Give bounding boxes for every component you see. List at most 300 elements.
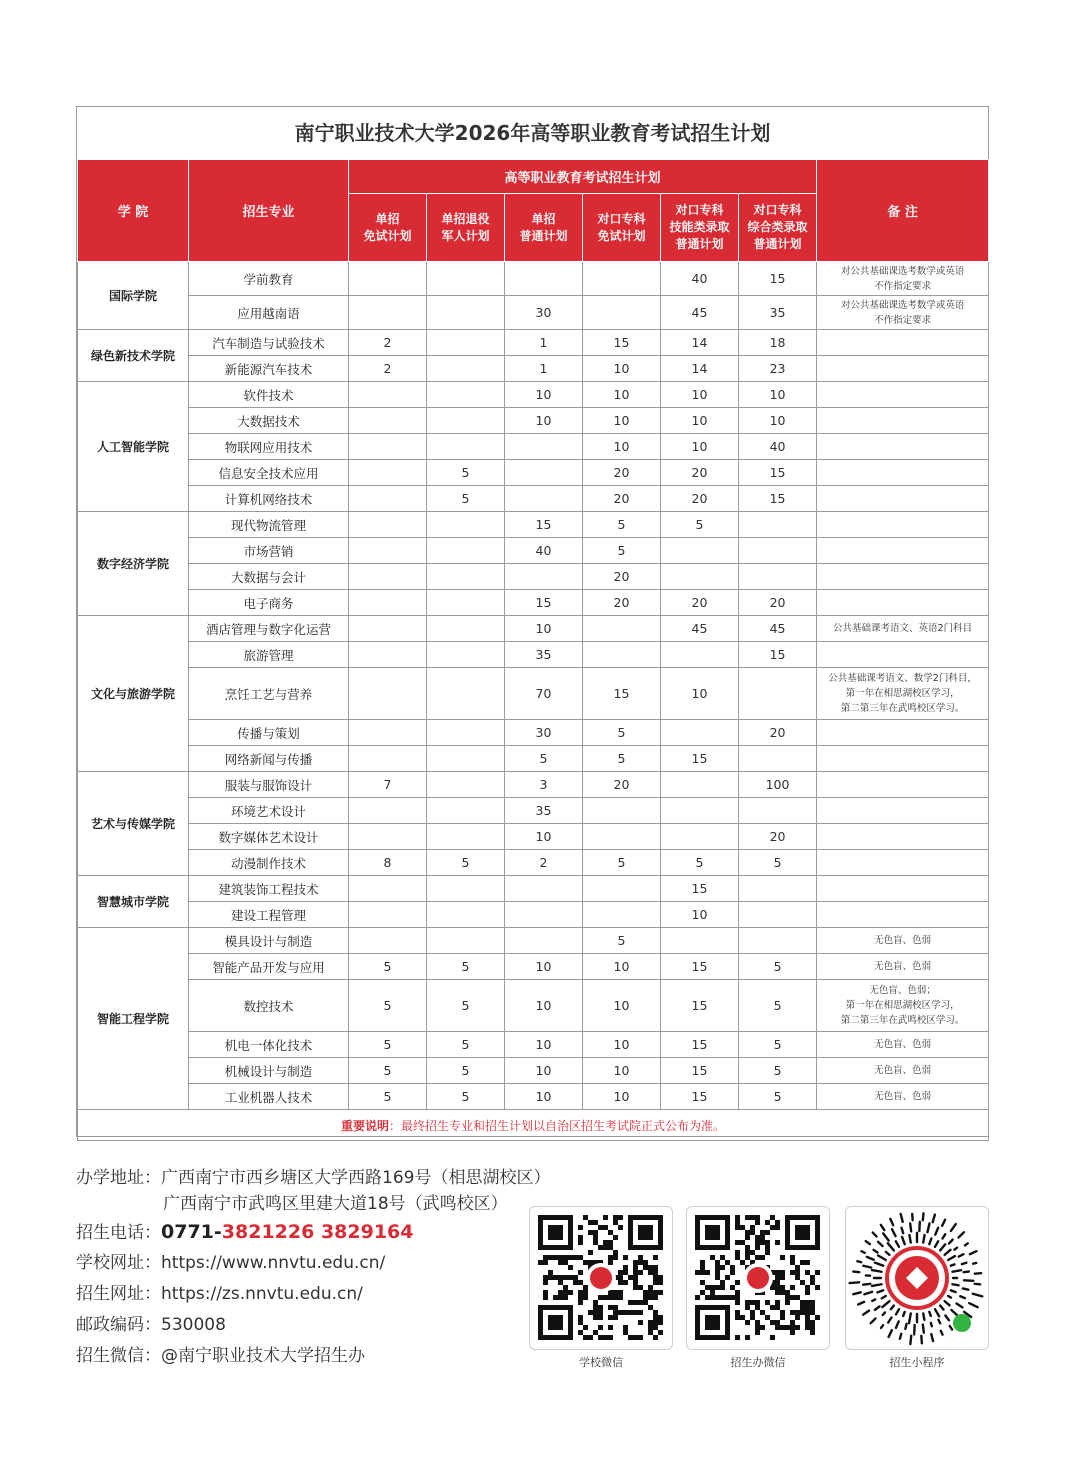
qr-finder	[705, 1225, 720, 1240]
qr-module	[795, 1310, 800, 1315]
plan-value	[349, 434, 427, 460]
mini-program-code-image	[846, 1207, 988, 1349]
qr-module	[810, 1330, 815, 1335]
plan-value: 20	[583, 486, 661, 512]
qr-module	[653, 1275, 658, 1280]
qr-module	[563, 1260, 568, 1265]
qr-module	[638, 1310, 643, 1315]
plan-value	[583, 262, 661, 296]
major-name: 动漫制作技术	[189, 850, 349, 876]
qr-module	[593, 1230, 598, 1235]
plan-value	[661, 720, 739, 746]
qr-module	[558, 1280, 563, 1285]
qr-module	[613, 1235, 618, 1240]
qr-module	[618, 1295, 623, 1300]
qr-module	[638, 1270, 643, 1275]
mini-program-ray	[931, 1323, 932, 1326]
qr-module	[608, 1240, 613, 1245]
plan-value	[427, 824, 505, 850]
mini-program-ray	[923, 1235, 924, 1243]
plan-value: 2	[349, 330, 427, 356]
qr-module	[780, 1290, 785, 1295]
qr-module	[608, 1325, 613, 1330]
plan-value: 5	[349, 1058, 427, 1084]
qr-module	[775, 1325, 780, 1330]
qr-module	[765, 1240, 770, 1245]
major-name: 智能产品开发与应用	[189, 954, 349, 980]
mini-program-ray	[896, 1309, 899, 1314]
plan-value: 15	[661, 1084, 739, 1110]
qr-module	[543, 1280, 548, 1285]
mini-program-ray	[896, 1241, 899, 1247]
qr-module	[775, 1290, 780, 1295]
table-row	[78, 746, 989, 772]
qr-school-wechat[interactable]	[529, 1206, 673, 1368]
mini-program-ray	[940, 1244, 945, 1250]
plan-value: 8	[349, 850, 427, 876]
qr-module	[755, 1255, 760, 1260]
qr-module	[578, 1270, 583, 1275]
plan-value	[427, 564, 505, 590]
note-cell	[817, 642, 989, 668]
major-name: 应用越南语	[189, 296, 349, 330]
plan-value: 10	[661, 434, 739, 460]
qr-module	[780, 1325, 785, 1330]
plan-value	[349, 616, 427, 642]
qr-module	[578, 1255, 583, 1260]
plan-value: 15	[739, 262, 817, 296]
qr-module	[805, 1310, 810, 1315]
qr-module	[775, 1270, 780, 1275]
qr-module	[628, 1300, 633, 1305]
qr-code-icon[interactable]	[686, 1206, 830, 1350]
qr-module	[658, 1330, 663, 1335]
plan-value	[349, 798, 427, 824]
plan-value: 10	[583, 356, 661, 382]
plan-value: 40	[505, 538, 583, 564]
mini-program-ray	[929, 1239, 931, 1245]
qr-module	[598, 1225, 603, 1230]
plan-value: 5	[427, 850, 505, 876]
qr-module	[755, 1300, 760, 1305]
mini-program-ray	[890, 1219, 893, 1225]
plan-value: 15	[661, 746, 739, 772]
plan-value	[349, 564, 427, 590]
plan-value: 5	[583, 928, 661, 954]
plan-value: 10	[661, 408, 739, 434]
qr-module	[755, 1240, 760, 1245]
qr-code-icon[interactable]	[529, 1206, 673, 1350]
plan-value: 20	[739, 590, 817, 616]
qr-module	[775, 1220, 780, 1225]
qr-mini-program[interactable]	[845, 1206, 989, 1368]
mini-program-ray	[950, 1326, 952, 1330]
qr-module	[775, 1300, 780, 1305]
qr-module	[588, 1310, 593, 1315]
qr-module	[598, 1325, 603, 1330]
plan-value: 20	[583, 772, 661, 798]
plan-value: 35	[505, 642, 583, 668]
note-cell	[817, 512, 989, 538]
plan-value	[583, 824, 661, 850]
mini-program-ray	[891, 1306, 894, 1310]
note-cell	[817, 590, 989, 616]
major-name: 模具设计与制造	[189, 928, 349, 954]
mini-program-ray	[975, 1284, 980, 1285]
plan-value: 15	[505, 590, 583, 616]
note-cell: 无色盲、色弱	[817, 1032, 989, 1058]
major-name: 电子商务	[189, 590, 349, 616]
plan-value	[349, 408, 427, 434]
header-col-2: 单招 普通计划	[505, 194, 583, 262]
plan-value	[583, 798, 661, 824]
qr-module	[648, 1325, 653, 1330]
table-row	[78, 330, 989, 356]
qr-module	[805, 1325, 810, 1330]
qr-module	[745, 1245, 750, 1250]
wechat-line	[76, 1341, 546, 1372]
mini-program-ray	[909, 1235, 910, 1242]
plan-value: 10	[583, 434, 661, 460]
qr-module	[643, 1300, 648, 1305]
note-cell	[817, 746, 989, 772]
qr-module	[795, 1275, 800, 1280]
qr-module	[720, 1295, 725, 1300]
mini-program-ray	[864, 1292, 872, 1294]
qr-module	[770, 1215, 775, 1220]
qr-module	[710, 1295, 715, 1300]
mini-program-code-icon[interactable]	[845, 1206, 989, 1350]
qr-module	[745, 1305, 750, 1310]
qr-module	[720, 1255, 725, 1260]
admission-website-label: 招生网址：	[76, 1284, 161, 1304]
qr-module	[745, 1230, 750, 1235]
plan-value: 45	[739, 616, 817, 642]
qr-module	[638, 1255, 643, 1260]
plan-value: 5	[427, 1084, 505, 1110]
mini-program-ray	[905, 1324, 906, 1329]
plan-value: 5	[505, 746, 583, 772]
qr-module	[800, 1260, 805, 1265]
zip-line	[76, 1310, 546, 1341]
qr-admission-wechat[interactable]	[686, 1206, 830, 1368]
table-row	[78, 1058, 989, 1084]
major-name: 汽车制造与试验技术	[189, 330, 349, 356]
qr-module	[805, 1260, 810, 1265]
plan-value: 5	[427, 954, 505, 980]
qr-module	[658, 1290, 663, 1295]
qr-module	[628, 1310, 633, 1315]
qr-module	[653, 1310, 658, 1315]
table-row	[78, 486, 989, 512]
plan-value: 10	[583, 980, 661, 1032]
plan-value: 30	[505, 720, 583, 746]
qr-module	[548, 1270, 553, 1275]
note-cell: 无色盲、色弱； 第一年在相思湖校区学习， 第二第三年在武鸣校区学习。	[817, 980, 989, 1032]
qr-module	[785, 1300, 790, 1305]
note-cell	[817, 356, 989, 382]
table-row	[78, 928, 989, 954]
qr-module	[658, 1275, 663, 1280]
plan-value: 10	[583, 1084, 661, 1110]
college-name: 智慧城市学院	[78, 876, 189, 928]
qr-module	[623, 1255, 628, 1260]
qr-module	[618, 1275, 623, 1280]
note-cell: 公共基础课考语文、英语2门科目	[817, 616, 989, 642]
plan-value	[739, 564, 817, 590]
table-row	[78, 876, 989, 902]
qr-module	[648, 1295, 653, 1300]
plan-value: 40	[739, 434, 817, 460]
mini-program-ray	[882, 1296, 886, 1298]
qr-module	[623, 1310, 628, 1315]
qr-module	[578, 1235, 583, 1240]
mini-program-ray	[901, 1214, 903, 1222]
table-row	[78, 296, 989, 330]
plan-value: 40	[661, 262, 739, 296]
note-cell	[817, 902, 989, 928]
mini-program-ray	[951, 1310, 958, 1316]
qr-module	[745, 1300, 750, 1305]
mini-program-ray	[858, 1302, 864, 1305]
qr-module	[618, 1225, 623, 1230]
qr-module	[648, 1290, 653, 1295]
major-name: 建设工程管理	[189, 902, 349, 928]
qr-module	[613, 1255, 618, 1260]
qr-module	[578, 1330, 583, 1335]
qr-module	[760, 1230, 765, 1235]
plan-value	[427, 296, 505, 330]
qr-module	[775, 1285, 780, 1290]
mini-program-ray	[927, 1223, 929, 1232]
qr-module	[633, 1275, 638, 1280]
qr-module	[805, 1270, 810, 1275]
mini-program-ray	[929, 1312, 930, 1316]
qr-module	[755, 1305, 760, 1310]
qr-module	[593, 1330, 598, 1335]
qr-module	[608, 1335, 613, 1340]
mini-program-ray	[873, 1233, 877, 1237]
qr-module	[790, 1255, 795, 1260]
plan-value: 1	[505, 330, 583, 356]
important-notice	[78, 1110, 989, 1141]
plan-value	[349, 262, 427, 296]
qr-module	[593, 1310, 598, 1315]
table-row	[78, 590, 989, 616]
qr-module	[563, 1275, 568, 1280]
mini-program-ray	[923, 1325, 924, 1333]
phone-numbers[interactable]: 3821226 3829164	[221, 1221, 414, 1243]
plan-value	[427, 356, 505, 382]
major-name: 市场营销	[189, 538, 349, 564]
qr-module	[800, 1300, 805, 1305]
plan-value: 15	[739, 642, 817, 668]
plan-value: 10	[505, 1032, 583, 1058]
qr-module	[548, 1275, 553, 1280]
major-name: 物联网应用技术	[189, 434, 349, 460]
plan-value: 10	[583, 1058, 661, 1084]
plan-value	[739, 798, 817, 824]
plan-value	[427, 642, 505, 668]
mini-program-ray	[959, 1232, 964, 1237]
qr-module	[558, 1275, 563, 1280]
qr-module	[790, 1310, 795, 1315]
table-row	[78, 980, 989, 1032]
qr-module	[755, 1330, 760, 1335]
qr-module	[633, 1260, 638, 1265]
header-note: 备 注	[817, 160, 989, 262]
mini-program-ray	[900, 1334, 901, 1339]
qr-module	[725, 1275, 730, 1280]
plan-value: 20	[739, 720, 817, 746]
plan-value: 20	[661, 590, 739, 616]
qr-module	[603, 1215, 608, 1220]
mini-program-ray	[872, 1270, 882, 1272]
qr-module	[588, 1250, 593, 1255]
mini-program-ray	[938, 1320, 940, 1323]
qr-code-image	[687, 1207, 829, 1349]
qr-module	[593, 1305, 598, 1310]
qr-module	[633, 1310, 638, 1315]
plan-value	[427, 262, 505, 296]
plan-value: 14	[661, 330, 739, 356]
table-row	[78, 616, 989, 642]
admission-website-link[interactable]: https://zs.nnvtu.edu.cn/	[161, 1284, 363, 1304]
qr-module	[613, 1215, 618, 1220]
qr-module	[638, 1300, 643, 1305]
qr-module	[583, 1285, 588, 1290]
qr-module	[700, 1265, 705, 1270]
mini-program-ray	[910, 1223, 911, 1231]
school-logo-icon	[590, 1267, 612, 1289]
qr-module	[553, 1295, 558, 1300]
qr-module	[755, 1235, 760, 1240]
qr-module	[648, 1285, 653, 1290]
plan-value	[661, 824, 739, 850]
plan-value: 20	[661, 460, 739, 486]
qr-module	[810, 1305, 815, 1310]
table-row	[78, 824, 989, 850]
qr-module	[573, 1275, 578, 1280]
plan-value: 5	[739, 1058, 817, 1084]
mini-program-ray	[877, 1290, 883, 1292]
plan-value: 10	[505, 1058, 583, 1084]
plan-value: 5	[427, 1058, 505, 1084]
qr-module	[618, 1280, 623, 1285]
qr-module	[780, 1255, 785, 1260]
plan-value: 20	[583, 564, 661, 590]
plan-value: 2	[349, 356, 427, 382]
mini-program-ray	[886, 1252, 890, 1255]
qr-module	[618, 1270, 623, 1275]
plan-value	[427, 668, 505, 720]
qr-module	[740, 1315, 745, 1320]
mini-program-ray	[935, 1241, 938, 1247]
qr-module	[715, 1265, 720, 1270]
mini-program-ray	[888, 1243, 894, 1250]
mini-program-ray	[945, 1315, 949, 1320]
qr-finder	[548, 1315, 563, 1330]
qr-module	[760, 1255, 765, 1260]
qr-module	[578, 1225, 583, 1230]
qr-module	[790, 1295, 795, 1300]
qr-module	[770, 1225, 775, 1230]
qr-module	[710, 1285, 715, 1290]
qr-label: 招生小程序	[889, 1356, 945, 1369]
qr-module	[730, 1270, 735, 1275]
qr-module	[643, 1260, 648, 1265]
website-link[interactable]: https://www.nnvtu.edu.cn/	[161, 1253, 386, 1273]
mini-program-ray	[969, 1303, 977, 1307]
qr-module	[658, 1280, 663, 1285]
note-cell: 无色盲、色弱	[817, 1058, 989, 1084]
qr-module	[553, 1275, 558, 1280]
plan-value: 5	[583, 720, 661, 746]
plan-value: 5	[739, 1032, 817, 1058]
table-row	[78, 460, 989, 486]
college-name: 国际学院	[78, 262, 189, 330]
qr-module	[638, 1335, 643, 1340]
address-label: 办学地址：	[76, 1168, 161, 1188]
mini-program-ray	[863, 1284, 870, 1285]
mini-program-ray	[889, 1330, 892, 1337]
plan-value	[661, 772, 739, 798]
plan-value: 45	[661, 616, 739, 642]
mini-program-ray	[964, 1272, 969, 1273]
plan-value	[427, 720, 505, 746]
plan-value	[427, 382, 505, 408]
qr-module	[790, 1320, 795, 1325]
qr-module	[608, 1245, 613, 1250]
qr-module	[648, 1320, 653, 1325]
qr-module	[613, 1220, 618, 1225]
qr-module	[648, 1270, 653, 1275]
qr-module	[815, 1270, 820, 1275]
qr-module	[735, 1295, 740, 1300]
mini-program-ray	[949, 1240, 953, 1244]
header-col-0: 单招 免试计划	[349, 194, 427, 262]
qr-module	[815, 1315, 820, 1320]
major-name: 计算机网络技术	[189, 486, 349, 512]
major-name: 网络新闻与传播	[189, 746, 349, 772]
qr-module	[583, 1260, 588, 1265]
plan-value: 15	[505, 512, 583, 538]
qr-module	[715, 1295, 720, 1300]
plan-value	[349, 590, 427, 616]
qr-module	[735, 1335, 740, 1340]
plan-value: 15	[583, 668, 661, 720]
qr-module	[588, 1220, 593, 1225]
plan-value	[349, 382, 427, 408]
qr-module	[760, 1235, 765, 1240]
mini-program-ray	[941, 1331, 943, 1335]
qr-module	[705, 1270, 710, 1275]
qr-module	[543, 1260, 548, 1265]
header-college: 学 院	[78, 160, 189, 262]
major-name: 机械设计与制造	[189, 1058, 349, 1084]
qr-module	[653, 1320, 658, 1325]
note-cell	[817, 408, 989, 434]
plan-value: 20	[739, 824, 817, 850]
mini-program-ray	[921, 1336, 922, 1343]
qr-module	[658, 1320, 663, 1325]
qr-module	[618, 1215, 623, 1220]
header-col-1: 单招退役 军人计划	[427, 194, 505, 262]
plan-value	[427, 590, 505, 616]
mini-program-ray	[909, 1313, 911, 1323]
college-name: 人工智能学院	[78, 382, 189, 512]
qr-module	[760, 1240, 765, 1245]
